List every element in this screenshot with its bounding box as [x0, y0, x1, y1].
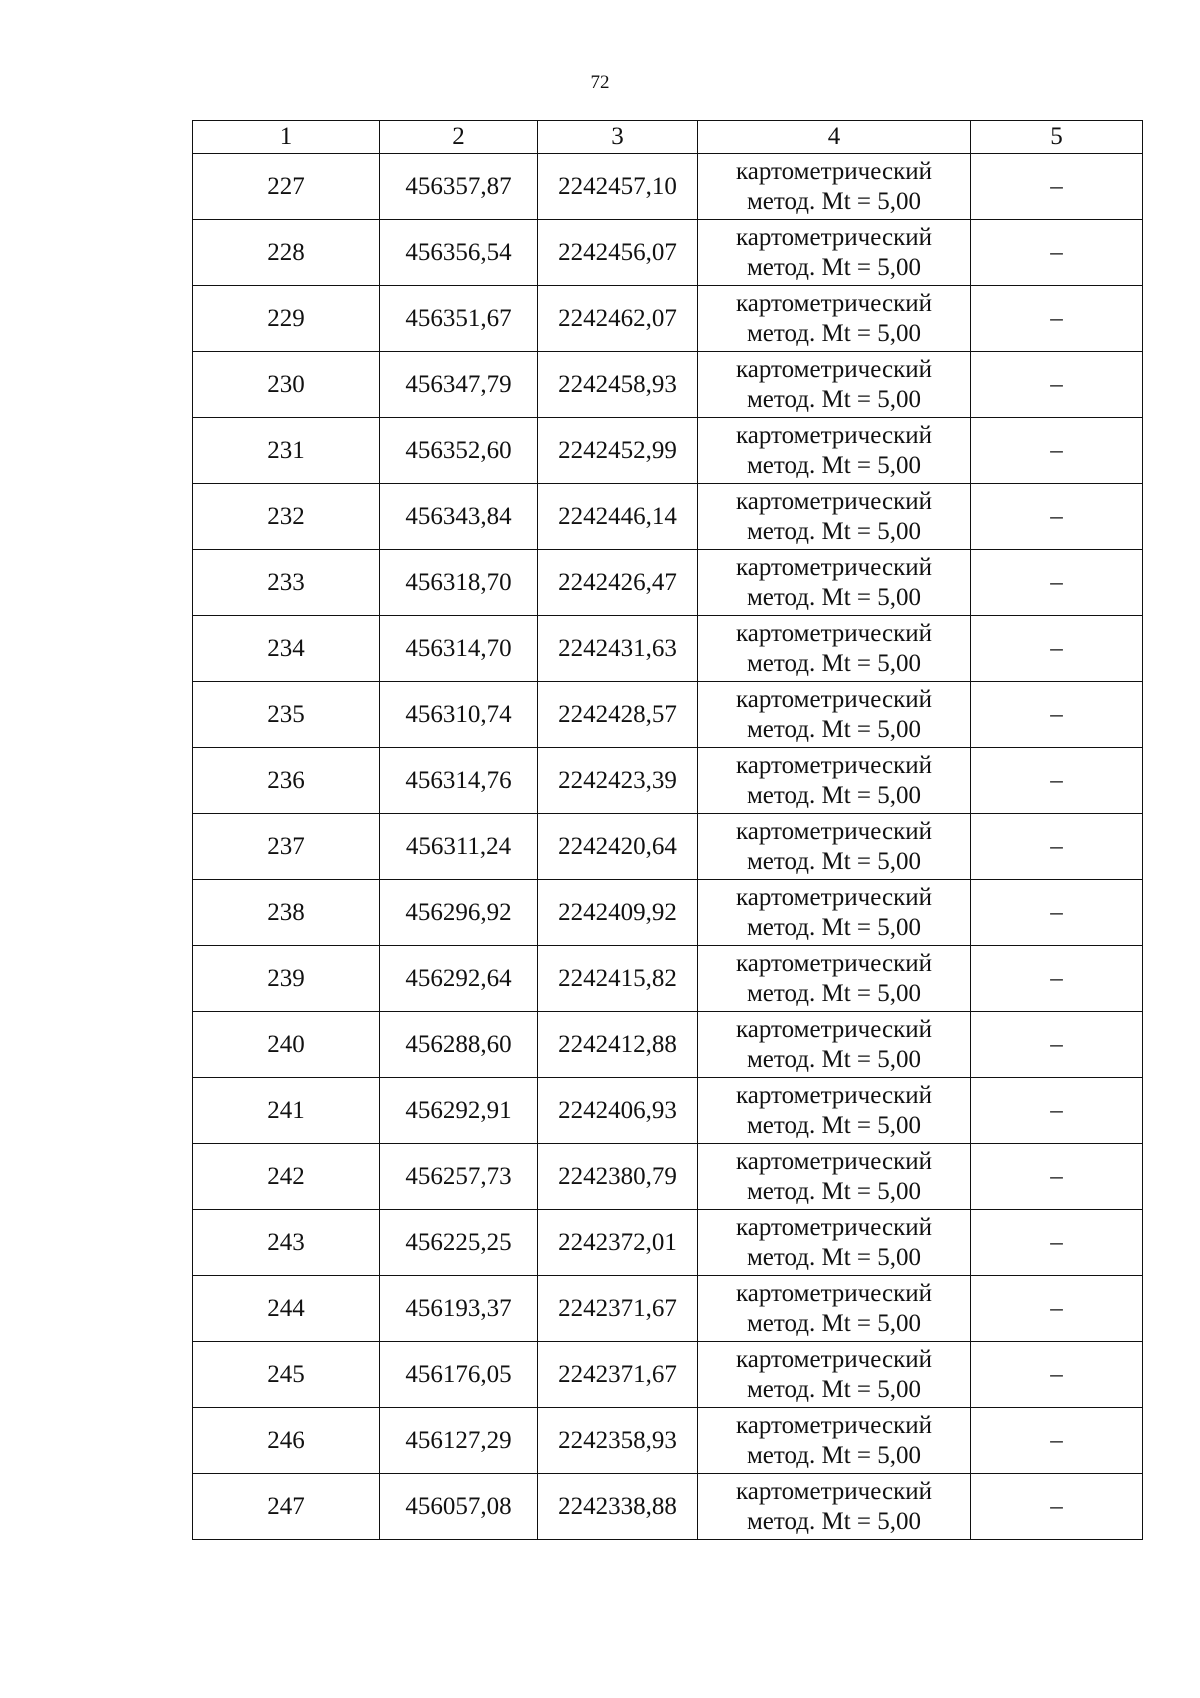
method-text-line-2: метод. Mt = 5,00: [746, 979, 922, 1007]
table-row: [193, 484, 1143, 550]
point-number-cell: 231: [193, 418, 380, 484]
x-coordinate-cell: 456257,73: [380, 1144, 538, 1210]
method-text-line-2: метод. Mt = 5,00: [746, 253, 922, 281]
method-text-line-2: метод. Mt = 5,00: [746, 385, 922, 413]
method-cell: [698, 946, 971, 1012]
table-row: [193, 352, 1143, 418]
x-coordinate-cell: 456311,24: [380, 814, 538, 880]
method-text-line-2: метод. Mt = 5,00: [746, 1243, 922, 1271]
method-text-line-1: картометрический: [736, 817, 932, 845]
method-text-line-1: картометрический: [736, 223, 932, 251]
method-text-line-1: картометрический: [736, 1147, 932, 1175]
x-coordinate-cell: 456225,25: [380, 1210, 538, 1276]
note-cell: –: [971, 616, 1143, 682]
table-row: [193, 550, 1143, 616]
method-text-line-2: метод. Mt = 5,00: [746, 187, 922, 215]
point-number-cell: 229: [193, 286, 380, 352]
method-cell: [698, 1342, 971, 1408]
method-text-line-1: картометрический: [736, 355, 932, 383]
point-number-cell: 228: [193, 220, 380, 286]
table-row: [193, 1012, 1143, 1078]
table-row: [193, 418, 1143, 484]
method-text-line-1: картометрический: [736, 1345, 932, 1373]
method-text-line-2: метод. Mt = 5,00: [746, 715, 922, 743]
x-coordinate-cell: 456057,08: [380, 1474, 538, 1540]
y-coordinate-cell: 2242428,57: [538, 682, 698, 748]
method-text-line-2: метод. Mt = 5,00: [746, 1045, 922, 1073]
point-number-cell: 241: [193, 1078, 380, 1144]
y-coordinate-cell: 2242458,93: [538, 352, 698, 418]
table-row: [193, 682, 1143, 748]
method-text-line-1: картометрический: [736, 1477, 932, 1505]
method-text-line-1: картометрический: [736, 619, 932, 647]
x-coordinate-cell: 456356,54: [380, 220, 538, 286]
y-coordinate-cell: 2242446,14: [538, 484, 698, 550]
table-row: [193, 616, 1143, 682]
point-number-cell: 245: [193, 1342, 380, 1408]
note-cell: –: [971, 1210, 1143, 1276]
y-coordinate-cell: 2242456,07: [538, 220, 698, 286]
column-header-1: 1: [193, 121, 380, 154]
method-text-line-1: картометрический: [736, 421, 932, 449]
method-text-line-1: картометрический: [736, 289, 932, 317]
note-cell: –: [971, 1342, 1143, 1408]
x-coordinate-cell: 456318,70: [380, 550, 538, 616]
y-coordinate-cell: 2242415,82: [538, 946, 698, 1012]
y-coordinate-cell: 2242409,92: [538, 880, 698, 946]
column-header-4: 4: [698, 121, 971, 154]
y-coordinate-cell: 2242457,10: [538, 154, 698, 220]
method-cell: [698, 484, 971, 550]
method-cell: [698, 550, 971, 616]
point-number-cell: 239: [193, 946, 380, 1012]
method-cell: [698, 1078, 971, 1144]
x-coordinate-cell: 456357,87: [380, 154, 538, 220]
note-cell: –: [971, 1474, 1143, 1540]
table-header: [193, 121, 1143, 154]
y-coordinate-cell: 2242371,67: [538, 1342, 698, 1408]
method-text-line-2: метод. Mt = 5,00: [746, 1111, 922, 1139]
point-number-cell: 227: [193, 154, 380, 220]
note-cell: –: [971, 1078, 1143, 1144]
x-coordinate-cell: 456351,67: [380, 286, 538, 352]
method-text-line-2: метод. Mt = 5,00: [746, 649, 922, 677]
y-coordinate-cell: 2242412,88: [538, 1012, 698, 1078]
method-text-line-1: картометрический: [736, 883, 932, 911]
y-coordinate-cell: 2242423,39: [538, 748, 698, 814]
method-cell: [698, 1276, 971, 1342]
x-coordinate-cell: 456292,91: [380, 1078, 538, 1144]
point-number-cell: 230: [193, 352, 380, 418]
column-header-3: 3: [538, 121, 698, 154]
point-number-cell: 233: [193, 550, 380, 616]
x-coordinate-cell: 456288,60: [380, 1012, 538, 1078]
note-cell: –: [971, 352, 1143, 418]
note-cell: –: [971, 286, 1143, 352]
method-cell: [698, 286, 971, 352]
method-cell: [698, 880, 971, 946]
note-cell: –: [971, 154, 1143, 220]
x-coordinate-cell: 456292,64: [380, 946, 538, 1012]
method-cell: [698, 154, 971, 220]
method-text-line-2: метод. Mt = 5,00: [746, 913, 922, 941]
method-text-line-2: метод. Mt = 5,00: [746, 583, 922, 611]
header-row: [193, 121, 1143, 154]
note-cell: –: [971, 550, 1143, 616]
method-text-line-2: метод. Mt = 5,00: [746, 781, 922, 809]
x-coordinate-cell: 456314,76: [380, 748, 538, 814]
method-text-line-2: метод. Mt = 5,00: [746, 1441, 922, 1469]
y-coordinate-cell: 2242358,93: [538, 1408, 698, 1474]
note-cell: –: [971, 220, 1143, 286]
method-text-line-1: картометрический: [736, 157, 932, 185]
point-number-cell: 240: [193, 1012, 380, 1078]
method-text-line-2: метод. Mt = 5,00: [746, 517, 922, 545]
method-text-line-2: метод. Mt = 5,00: [746, 319, 922, 347]
point-number-cell: 234: [193, 616, 380, 682]
x-coordinate-cell: 456296,92: [380, 880, 538, 946]
method-cell: [698, 1408, 971, 1474]
note-cell: –: [971, 814, 1143, 880]
method-cell: [698, 352, 971, 418]
y-coordinate-cell: 2242406,93: [538, 1078, 698, 1144]
point-number-cell: 247: [193, 1474, 380, 1540]
x-coordinate-cell: 456343,84: [380, 484, 538, 550]
table-row: [193, 1144, 1143, 1210]
method-text-line-1: картометрический: [736, 1081, 932, 1109]
y-coordinate-cell: 2242462,07: [538, 286, 698, 352]
table-row: [193, 286, 1143, 352]
table-row: [193, 1342, 1143, 1408]
x-coordinate-cell: 456193,37: [380, 1276, 538, 1342]
method-cell: [698, 1144, 971, 1210]
table-row: [193, 220, 1143, 286]
note-cell: –: [971, 682, 1143, 748]
table-row: [193, 880, 1143, 946]
note-cell: –: [971, 1408, 1143, 1474]
method-cell: [698, 1012, 971, 1078]
point-number-cell: 246: [193, 1408, 380, 1474]
table-row: [193, 946, 1143, 1012]
table-row: [193, 1210, 1143, 1276]
method-text-line-1: картометрический: [736, 553, 932, 581]
method-text-line-2: метод. Mt = 5,00: [746, 1309, 922, 1337]
x-coordinate-cell: 456314,70: [380, 616, 538, 682]
point-number-cell: 244: [193, 1276, 380, 1342]
point-number-cell: 232: [193, 484, 380, 550]
y-coordinate-cell: 2242452,99: [538, 418, 698, 484]
table-row: [193, 1276, 1143, 1342]
method-text-line-1: картометрический: [736, 685, 932, 713]
point-number-cell: 237: [193, 814, 380, 880]
note-cell: –: [971, 748, 1143, 814]
method-text-line-2: метод. Mt = 5,00: [746, 451, 922, 479]
method-cell: [698, 1474, 971, 1540]
y-coordinate-cell: 2242372,01: [538, 1210, 698, 1276]
method-text-line-1: картометрический: [736, 1279, 932, 1307]
method-text-line-2: метод. Mt = 5,00: [746, 1507, 922, 1535]
x-coordinate-cell: 456352,60: [380, 418, 538, 484]
note-cell: –: [971, 1144, 1143, 1210]
table-row: [193, 154, 1143, 220]
column-header-5: 5: [971, 121, 1143, 154]
x-coordinate-cell: 456347,79: [380, 352, 538, 418]
method-cell: [698, 748, 971, 814]
method-cell: [698, 418, 971, 484]
note-cell: –: [971, 880, 1143, 946]
y-coordinate-cell: 2242426,47: [538, 550, 698, 616]
method-text-line-1: картометрический: [736, 487, 932, 515]
method-text-line-1: картометрический: [736, 1213, 932, 1241]
y-coordinate-cell: 2242380,79: [538, 1144, 698, 1210]
point-number-cell: 243: [193, 1210, 380, 1276]
coordinates-table: [192, 120, 1143, 1540]
table-row: [193, 748, 1143, 814]
method-cell: [698, 616, 971, 682]
page-number: 72: [590, 72, 610, 93]
y-coordinate-cell: 2242420,64: [538, 814, 698, 880]
note-cell: –: [971, 1276, 1143, 1342]
point-number-cell: 235: [193, 682, 380, 748]
note-cell: –: [971, 418, 1143, 484]
column-header-2: 2: [380, 121, 538, 154]
method-cell: [698, 1210, 971, 1276]
method-cell: [698, 814, 971, 880]
x-coordinate-cell: 456310,74: [380, 682, 538, 748]
method-text-line-2: метод. Mt = 5,00: [746, 1177, 922, 1205]
method-text-line-1: картометрический: [736, 751, 932, 779]
method-text-line-1: картометрический: [736, 1015, 932, 1043]
y-coordinate-cell: 2242338,88: [538, 1474, 698, 1540]
table-row: [193, 1408, 1143, 1474]
y-coordinate-cell: 2242371,67: [538, 1276, 698, 1342]
x-coordinate-cell: 456127,29: [380, 1408, 538, 1474]
note-cell: –: [971, 946, 1143, 1012]
method-cell: [698, 220, 971, 286]
method-text-line-1: картометрический: [736, 949, 932, 977]
y-coordinate-cell: 2242431,63: [538, 616, 698, 682]
table-body: [193, 154, 1143, 1540]
point-number-cell: 242: [193, 1144, 380, 1210]
point-number-cell: 238: [193, 880, 380, 946]
note-cell: –: [971, 1012, 1143, 1078]
method-text-line-2: метод. Mt = 5,00: [746, 1375, 922, 1403]
table-row: [193, 1474, 1143, 1540]
table-row: [193, 1078, 1143, 1144]
method-text-line-1: картометрический: [736, 1411, 932, 1439]
note-cell: –: [971, 484, 1143, 550]
method-cell: [698, 682, 971, 748]
x-coordinate-cell: 456176,05: [380, 1342, 538, 1408]
point-number-cell: 236: [193, 748, 380, 814]
method-text-line-2: метод. Mt = 5,00: [746, 847, 922, 875]
table-row: [193, 814, 1143, 880]
